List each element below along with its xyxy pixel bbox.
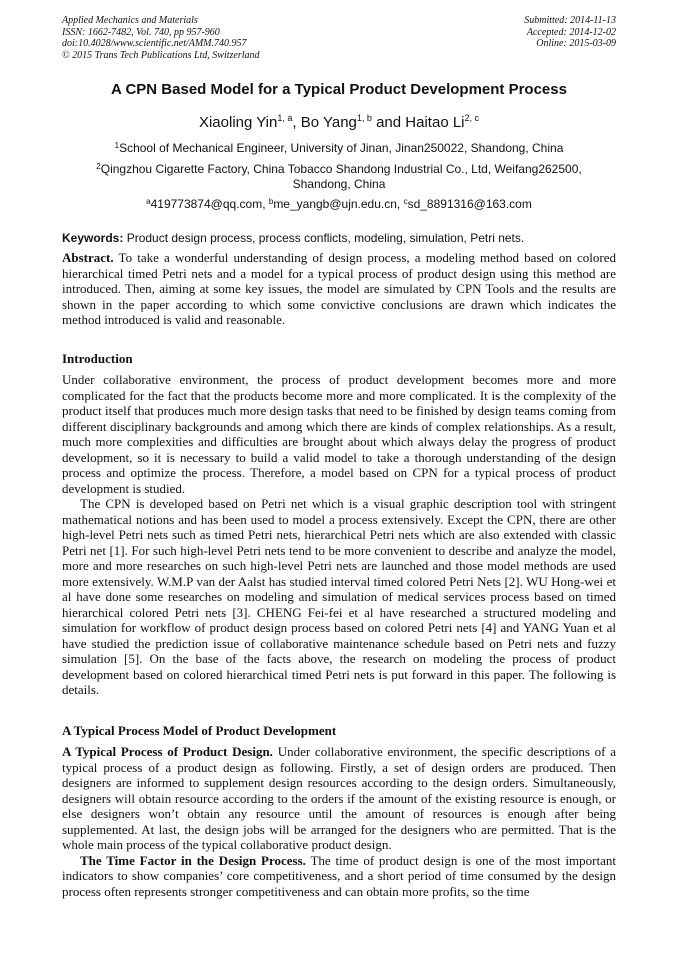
email-line [70, 194, 608, 212]
author-affiliation-mark: 2, c [464, 113, 480, 123]
affiliation-2 [70, 159, 608, 192]
introduction-body [62, 372, 616, 698]
keywords-text: Product design process, process conflicts, modeling, simulation, Petri nets. [123, 231, 525, 245]
abstract-text: To take a wonderful understanding of design process, a modeling method based on colored hierarchical timed Petri nets and a model for a typical process of product design using this method are introduced. Then, aiming at some key issues, the model are simulated by CPN Tools and the results are shown in the paper according to which some convictive conclusions are drawn which indicates the method introduced is valid and reasonable. [62, 250, 616, 327]
affiliation-mark: 1 [114, 141, 120, 150]
introduction-heading: Introduction [62, 351, 133, 366]
affiliation-1 [70, 138, 608, 156]
issn-line: ISSN: 1662-7482, Vol. 740, pp 957-960 [62, 26, 220, 38]
section-paragraph-1 [62, 744, 616, 853]
doi-line: doi:10.4028/www.scientific.net/AMM.740.957 [62, 38, 247, 50]
abstract [62, 250, 616, 328]
online-date: Online: 2015-03-09 [536, 38, 616, 50]
email-mark: b [268, 197, 274, 206]
author-separator: , [292, 114, 301, 131]
paragraph-text: Under collaborative environment, the specific descriptions of a typical process of a product design as following. Firstly, a set of design orders are produced. Then designers are informed to supplement design resources according to the design orders. Simultaneously, designers will obtain resource according to the orders if the amount of the existing resource is enough, or else designers won’t obtain any resource until the amount of resources is enough after being supplemented. At last, the design jobs will be arranged for the designers who are permitted. That is the whole main process of the typical collaborative product design. [62, 744, 616, 852]
paragraph-lead: A Typical Process of Product Design. [62, 744, 273, 759]
journal-name: Applied Mechanics and Materials [62, 15, 198, 26]
section-paragraph-2 [62, 853, 616, 900]
author-affiliation-mark: 1, a [277, 113, 293, 123]
affiliation-text: School of Mechanical Engineer, University of Jinan, Jinan250022, Shandong, China [119, 141, 564, 155]
submitted-date: Submitted: 2014-11-13 [524, 15, 616, 26]
copyright-line: © 2015 Trans Tech Publications Ltd, Switzerland [62, 49, 260, 61]
affiliation-text: Qingzhou Cigarette Factory, China Tobacco Shandong Industrial Co., Ltd, Weifang262500, Shandong, China [100, 162, 582, 191]
paper-title: A CPN Based Model for a Typical Product Development Process [111, 81, 567, 98]
intro-paragraph-2: The CPN is developed based on Petri net which is a visual graphic description tool with stringent mathematical notions and has been used to model a process extensively. Except the CPN, there are other high-level Petri nets such as timed Petri nets, hierarchical Petri nets which are also extended with classic Petri net [1]. For such high-level Petri nets tend to be more convenient to describe and analyze the model, more and more researches on such high-level Petri nets are launched and those model methods are used more extensively. W.M.P van der Aalst has studied interval timed colored Petri Nets [2]. WU Hong-wei et al have done some researches on modeling and simulation of medical services process based on timed hierarchical colored Petri nets [3]. CHENG Fei-fei et al have researched a structured modeling and simulation for workflow of product design process based on colored Petri nets [4] and YANG Yuan et al have studied the prediction issue of collaborative maintenance schedule based on Petri nets and fuzzy simulation [5]. On the base of the facts above, the research on modeling the process of product development based on colored hierarchical timed Petri nets is put forward in this paper. The following is details. [62, 496, 616, 697]
author-separator: and [371, 114, 406, 131]
submission-dates [524, 15, 616, 50]
section-heading: A Typical Process Model of Product Development [62, 723, 337, 738]
email-a: 419773874@qq.com, [150, 197, 269, 211]
author-affiliation-mark: 1, b [356, 113, 372, 123]
journal-info [62, 15, 260, 61]
paragraph-lead: The Time Factor in the Design Process. [80, 852, 306, 868]
accepted-date: Accepted: 2014-12-02 [526, 26, 616, 38]
author-name: Xiaoling Yin [198, 114, 278, 131]
email-mark: a [146, 197, 151, 206]
affiliation-mark: 2 [96, 162, 101, 171]
email-b: me_yangb@ujn.edu.cn, [273, 197, 404, 211]
intro-paragraph-1: Under collaborative environment, the process of product development becomes more and more complicated for the fact that the products become more and more complicated. It is the complexity of the product itself that produces much more design tasks that need to be finished by design teams coming from different disciplinary backgrounds and among which there are kinds of complex relationships. As a result, much more complexities and difficulties are brought about which always delay the progress of product development, so it is necessary to build a valid model to take a thorough understanding of the design process and optimize the process. Therefore, a model based on CPN for a typical process of product development is studied. [62, 372, 616, 496]
abstract-label: Abstract. [62, 250, 114, 265]
email-mark: c [403, 197, 408, 206]
keywords-label: Keywords: [62, 231, 124, 245]
author-name: Bo Yang [300, 114, 357, 131]
paragraph-text: The time of product design is one of the most important indicators to show companies’ core competitiveness, and a short period of time consumed by the design process often represents stronger competitiveness and can obtain more profits, so the time [62, 852, 616, 899]
author-list [0, 113, 678, 131]
author-name: Haitao Li [405, 114, 465, 131]
section-body [62, 744, 616, 899]
email-c: sd_8891316@163.com [407, 197, 532, 211]
keywords [62, 231, 616, 245]
